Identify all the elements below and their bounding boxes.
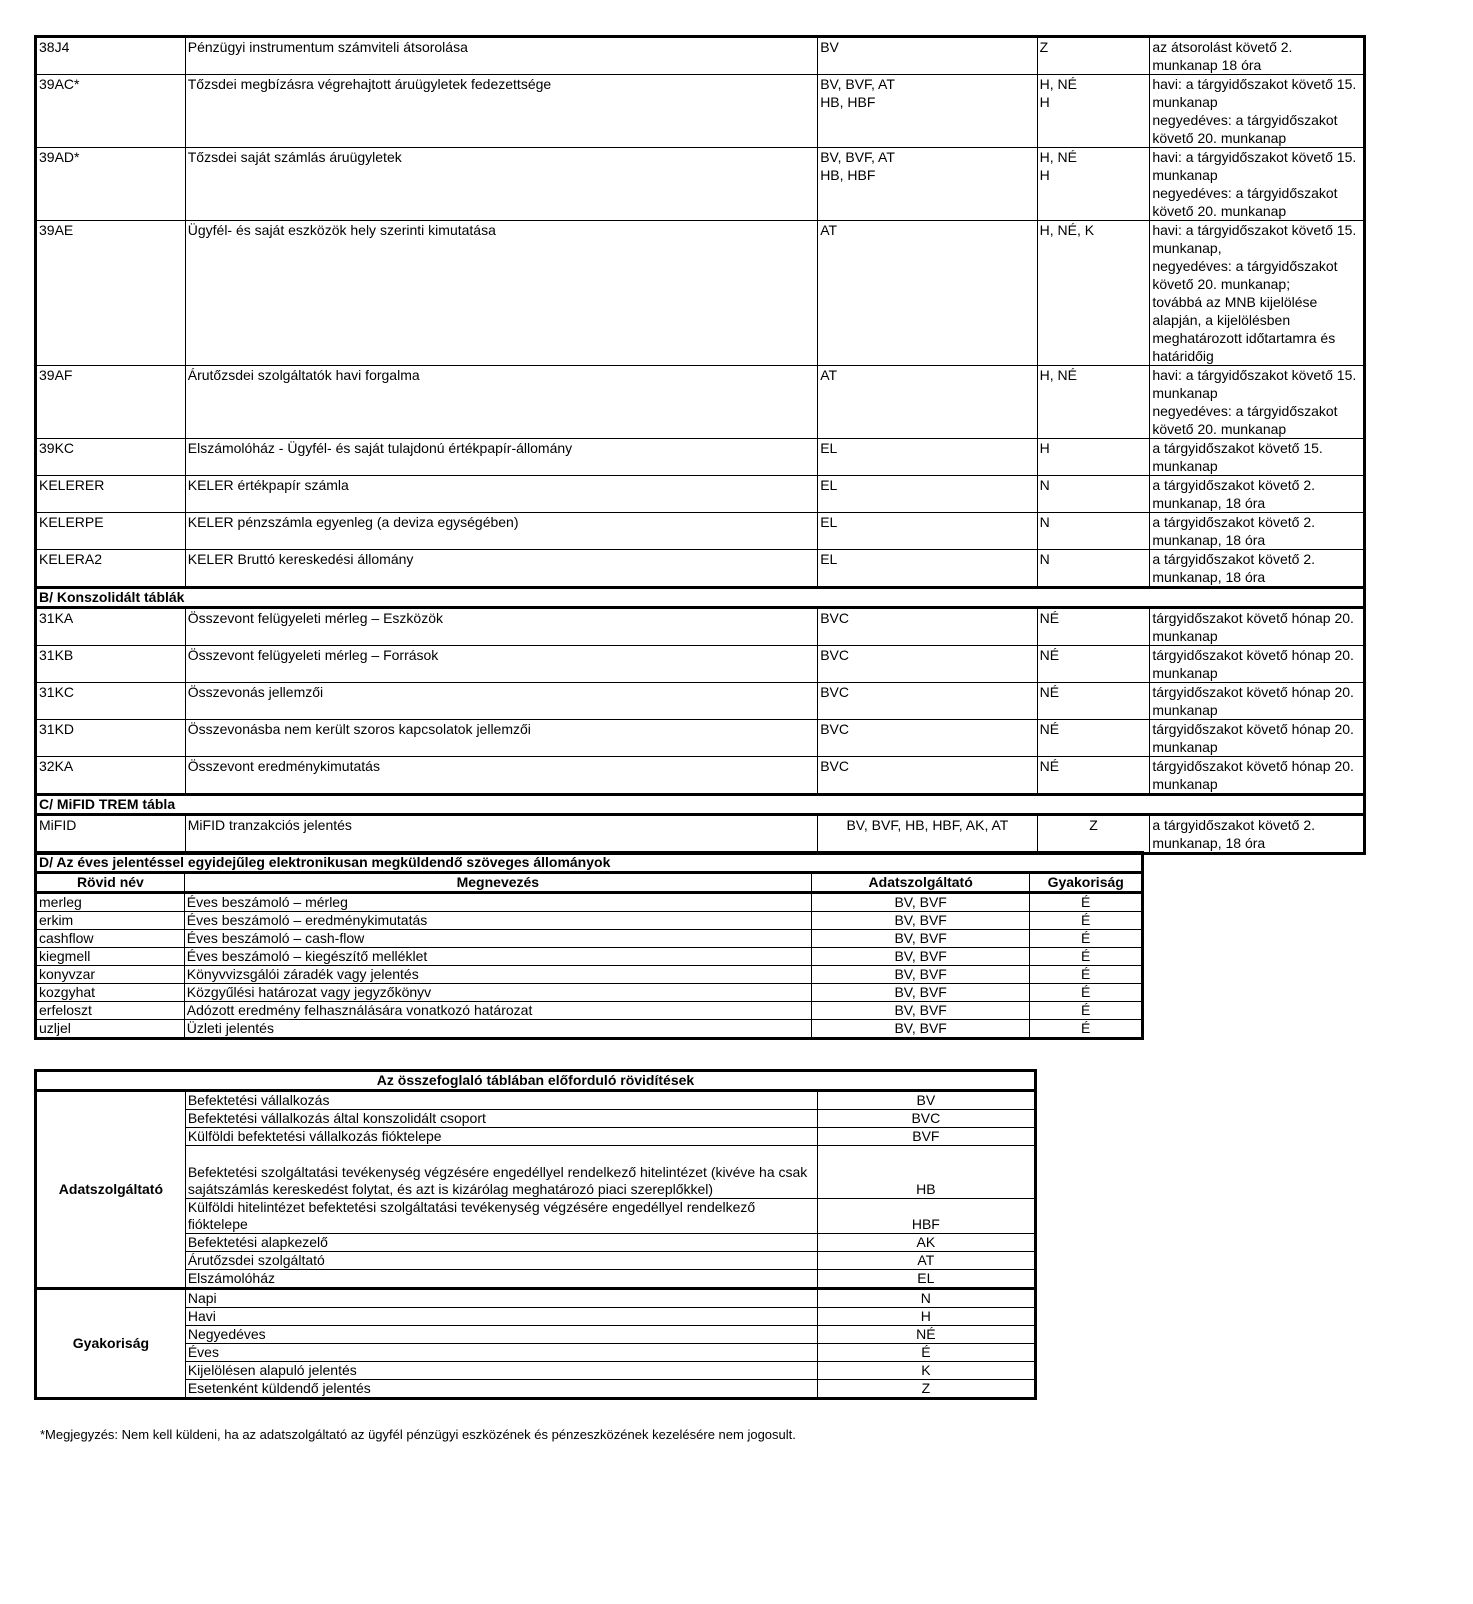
table-row	[36, 646, 1365, 683]
frequency-cell: É	[1030, 893, 1143, 912]
table-row	[36, 608, 1365, 646]
table-row	[36, 966, 1143, 984]
table-row	[36, 1146, 1036, 1199]
table-row	[36, 1234, 1036, 1252]
abbreviation-description: Éves	[185, 1344, 817, 1362]
report-name-cell: Összevont felügyeleti mérleg – Források	[185, 646, 817, 683]
provider-cell: BV	[818, 37, 1037, 75]
file-name-cell: Adózott eredmény felhasználására vonatkozó határozat	[184, 1002, 811, 1020]
table-header-row	[36, 873, 1143, 893]
report-code-cell: KELERPE	[36, 513, 186, 550]
table-row	[36, 984, 1143, 1002]
report-name-cell: Összevonásba nem került szoros kapcsolatok jellemzői	[185, 720, 817, 757]
report-code-cell: 39AF	[36, 366, 186, 439]
file-name-cell: Közgyűlési határozat vagy jegyzőkönyv	[184, 984, 811, 1002]
abbreviation-description: Külföldi befektetési vállalkozás fióktelepe	[185, 1128, 817, 1146]
abbreviation-code: AK	[817, 1234, 1035, 1252]
column-header: Rövid név	[36, 873, 185, 893]
report-name-cell: Összevont eredménykimutatás	[185, 757, 817, 795]
provider-cell: BVC	[818, 720, 1037, 757]
provider-cell: BV, BVF	[811, 1020, 1029, 1039]
provider-cell: BV, BVF	[811, 966, 1029, 984]
report-code-cell: KELERA2	[36, 550, 186, 588]
file-code-cell: konyvzar	[36, 966, 185, 984]
report-name-cell: Összevonás jellemzői	[185, 683, 817, 720]
provider-cell: AT	[818, 221, 1037, 366]
file-name-cell: Könyvvizsgálói záradék vagy jelentés	[184, 966, 811, 984]
abbreviation-description: Napi	[185, 1289, 817, 1308]
deadline-cell: az átsorolást követő 2. munkanap 18 óra	[1150, 37, 1365, 75]
table-row	[36, 550, 1365, 588]
deadline-cell: havi: a tárgyidőszakot követő 15. munkanap negyedéves: a tárgyidőszakot követő 20. munkanap	[1150, 75, 1365, 148]
table-row	[36, 75, 1365, 148]
abbreviation-description: Esetenként küldendő jelentés	[185, 1380, 817, 1399]
deadline-cell: a tárgyidőszakot követő 2. munkanap, 18 óra	[1150, 550, 1365, 588]
frequency-cell: É	[1030, 966, 1143, 984]
frequency-cell: NÉ	[1037, 720, 1150, 757]
provider-cell: BV, BVF	[811, 948, 1029, 966]
file-code-cell: erkim	[36, 912, 185, 930]
frequency-cell: H, NÉ H	[1037, 148, 1150, 221]
provider-cell: EL	[818, 513, 1037, 550]
file-code-cell: uzljel	[36, 1020, 185, 1039]
abbreviation-description: Befektetési vállalkozás által konszolidált csoport	[185, 1110, 817, 1128]
frequency-cell: É	[1030, 912, 1143, 930]
table-row	[36, 1270, 1036, 1289]
file-name-cell: Éves beszámoló – cash-flow	[184, 930, 811, 948]
abbreviation-description: Befektetési vállalkozás	[185, 1091, 817, 1110]
provider-cell: EL	[818, 476, 1037, 513]
abbreviation-description: Elszámolóház	[185, 1270, 817, 1289]
abbreviation-description: Befektetési alapkezelő	[185, 1234, 817, 1252]
frequency-cell: NÉ	[1037, 608, 1150, 646]
report-name-cell: MiFID tranzakciós jelentés	[185, 815, 817, 854]
report-code-cell: 39KC	[36, 439, 186, 476]
section-title: B/ Konszolidált táblák	[36, 588, 1365, 608]
report-code-cell: 39AC*	[36, 75, 186, 148]
frequency-cell: N	[1037, 550, 1150, 588]
table-row	[36, 476, 1365, 513]
column-header: Megnevezés	[184, 873, 811, 893]
file-name-cell: Éves beszámoló – kiegészítő melléklet	[184, 948, 811, 966]
table-row	[36, 1380, 1036, 1399]
frequency-cell: H	[1037, 439, 1150, 476]
deadline-cell: tárgyidőszakot követő hónap 20. munkanap	[1150, 757, 1365, 795]
table-row	[36, 1128, 1036, 1146]
table-row	[36, 1362, 1036, 1380]
column-header: Adatszolgáltató	[811, 873, 1029, 893]
report-code-cell: 39AE	[36, 221, 186, 366]
abbreviation-description: Kijelölésen alapuló jelentés	[185, 1362, 817, 1380]
provider-cell: BV, BVF, AT HB, HBF	[818, 75, 1037, 148]
report-code-cell: 31KC	[36, 683, 186, 720]
provider-cell: BV, BVF	[811, 1002, 1029, 1020]
file-name-cell: Éves beszámoló – eredménykimutatás	[184, 912, 811, 930]
file-code-cell: cashflow	[36, 930, 185, 948]
table-row	[36, 1199, 1036, 1234]
frequency-cell: NÉ	[1037, 683, 1150, 720]
report-name-cell: Elszámolóház - Ügyfél- és saját tulajdonú értékpapír-állomány	[185, 439, 817, 476]
group-label: Adatszolgáltató	[36, 1091, 186, 1289]
file-code-cell: kozgyhat	[36, 984, 185, 1002]
table-row	[36, 930, 1143, 948]
provider-cell: BV, BVF, HB, HBF, AK, AT	[818, 815, 1037, 854]
section-d-heading	[36, 853, 1143, 873]
report-code-cell: 38J4	[36, 37, 186, 75]
frequency-cell: H, NÉ, K	[1037, 221, 1150, 366]
table-row	[36, 1091, 1036, 1110]
provider-cell: EL	[818, 550, 1037, 588]
table-row	[36, 948, 1143, 966]
table-row	[36, 757, 1365, 795]
table-row	[36, 1308, 1036, 1326]
abbreviation-code: N	[817, 1289, 1035, 1308]
table-row	[36, 1326, 1036, 1344]
file-name-cell: Éves beszámoló – mérleg	[184, 893, 811, 912]
abbreviation-code: AT	[817, 1252, 1035, 1270]
provider-cell: BVC	[818, 646, 1037, 683]
frequency-cell: NÉ	[1037, 757, 1150, 795]
frequency-cell: NÉ	[1037, 646, 1150, 683]
provider-cell: BV, BVF	[811, 984, 1029, 1002]
deadline-cell: havi: a tárgyidőszakot követő 15. munkanap negyedéves: a tárgyidőszakot követő 20. munkanap	[1150, 366, 1365, 439]
table-row	[36, 1344, 1036, 1362]
provider-cell: EL	[818, 439, 1037, 476]
abbreviation-description: Külföldi hitelintézet befektetési szolgáltatási tevékenység végzésére engedéllyel rendelkező fióktelepe	[185, 1199, 817, 1234]
abbreviation-code: BVF	[817, 1128, 1035, 1146]
report-name-cell: Összevont felügyeleti mérleg – Eszközök	[185, 608, 817, 646]
table-row	[36, 1110, 1036, 1128]
abbreviation-code: NÉ	[817, 1326, 1035, 1344]
table-row	[36, 37, 1365, 75]
table-row	[36, 439, 1365, 476]
file-name-cell: Üzleti jelentés	[184, 1020, 811, 1039]
deadline-cell: a tárgyidőszakot követő 2. munkanap, 18 óra	[1150, 815, 1365, 854]
deadline-cell: tárgyidőszakot követő hónap 20. munkanap	[1150, 683, 1365, 720]
abbreviations-table	[34, 1069, 1037, 1400]
abbreviation-description: Befektetési szolgáltatási tevékenység végzésére engedéllyel rendelkező hitelintézet (kivéve ha csak sajátszámlás kereskedést folytat, és azt is kizárólag meghatározó piaci szereplőkkel)	[185, 1146, 817, 1199]
abbreviation-code: K	[817, 1362, 1035, 1380]
frequency-cell: Z	[1037, 37, 1150, 75]
deadline-cell: havi: a tárgyidőszakot követő 15. munkanap, negyedéves: a tárgyidőszakot követő 20. munkanap; továbbá az MNB kijelölése alapján, a kijelölésben meghatározott időtartamra és határidőig	[1150, 221, 1365, 366]
section-title: D/ Az éves jelentéssel egyidejűleg elektronikusan megküldendő szöveges állományok	[36, 853, 1143, 873]
abbreviation-code: É	[817, 1344, 1035, 1362]
group-label: Gyakoriság	[36, 1289, 186, 1399]
file-code-cell: merleg	[36, 893, 185, 912]
deadline-cell: a tárgyidőszakot követő 15. munkanap	[1150, 439, 1365, 476]
report-name-cell: Tőzsdei megbízásra végrehajtott áruügyletek fedezettsége	[185, 75, 817, 148]
section-title: Az összefoglaló táblában előforduló rövidítések	[36, 1071, 1036, 1091]
report-code-cell: 39AD*	[36, 148, 186, 221]
deadline-cell: havi: a tárgyidőszakot követő 15. munkanap negyedéves: a tárgyidőszakot követő 20. munkanap	[1150, 148, 1365, 221]
abbreviation-code: HBF	[817, 1199, 1035, 1234]
provider-cell: BV, BVF	[811, 912, 1029, 930]
table-row	[36, 221, 1365, 366]
table-row	[36, 1002, 1143, 1020]
frequency-cell: É	[1030, 930, 1143, 948]
abbreviation-description: Negyedéves	[185, 1326, 817, 1344]
report-name-cell: Ügyfél- és saját eszközök hely szerinti kimutatása	[185, 221, 817, 366]
frequency-cell: H, NÉ H	[1037, 75, 1150, 148]
abbreviations-heading	[36, 1071, 1036, 1091]
abbreviation-code: BV	[817, 1091, 1035, 1110]
table-row	[36, 148, 1365, 221]
table-row	[36, 513, 1365, 550]
abbreviation-code: HB	[817, 1146, 1035, 1199]
provider-cell: BVC	[818, 608, 1037, 646]
table-row	[36, 893, 1143, 912]
frequency-cell: H, NÉ	[1037, 366, 1150, 439]
section-b-heading	[36, 588, 1365, 608]
provider-cell: BV, BVF, AT HB, HBF	[818, 148, 1037, 221]
report-name-cell: Pénzügyi instrumentum számviteli átsorolása	[185, 37, 817, 75]
deadline-cell: tárgyidőszakot követő hónap 20. munkanap	[1150, 608, 1365, 646]
frequency-cell: Z	[1037, 815, 1150, 854]
provider-cell: BVC	[818, 757, 1037, 795]
column-header: Gyakoriság	[1030, 873, 1143, 893]
deadline-cell: tárgyidőszakot követő hónap 20. munkanap	[1150, 720, 1365, 757]
file-code-cell: erfeloszt	[36, 1002, 185, 1020]
frequency-cell: É	[1030, 1020, 1143, 1039]
abbreviation-code: EL	[817, 1270, 1035, 1289]
report-code-cell: 31KB	[36, 646, 186, 683]
report-name-cell: KELER pénzszámla egyenleg (a deviza egységében)	[185, 513, 817, 550]
frequency-cell: N	[1037, 476, 1150, 513]
table-row	[36, 1020, 1143, 1039]
deadline-cell: a tárgyidőszakot követő 2. munkanap, 18 óra	[1150, 476, 1365, 513]
section-title: C/ MiFID TREM tábla	[36, 795, 1365, 815]
table-row	[36, 366, 1365, 439]
provider-cell: BV, BVF	[811, 930, 1029, 948]
report-code-cell: KELERER	[36, 476, 186, 513]
deadline-cell: tárgyidőszakot követő hónap 20. munkanap	[1150, 646, 1365, 683]
report-code-cell: 31KD	[36, 720, 186, 757]
report-name-cell: KELER Bruttó kereskedési állomány	[185, 550, 817, 588]
report-code-cell: 31KA	[36, 608, 186, 646]
abbreviation-description: Árutőzsdei szolgáltató	[185, 1252, 817, 1270]
table-row	[36, 1289, 1036, 1308]
frequency-cell: É	[1030, 948, 1143, 966]
table-row	[36, 1252, 1036, 1270]
footnote: *Megjegyzés: Nem kell küldeni, ha az adatszolgáltató az ügyfél pénzügyi eszközének és pénzeszközének kezelésére nem jogosult.	[40, 1427, 796, 1442]
report-summary-table	[34, 35, 1366, 855]
frequency-cell: É	[1030, 984, 1143, 1002]
abbreviation-code: Z	[817, 1380, 1035, 1399]
report-code-cell: MiFID	[36, 815, 186, 854]
table-row	[36, 720, 1365, 757]
report-name-cell: Tőzsdei saját számlás áruügyletek	[185, 148, 817, 221]
provider-cell: BVC	[818, 683, 1037, 720]
frequency-cell: É	[1030, 1002, 1143, 1020]
abbreviation-code: H	[817, 1308, 1035, 1326]
table-row	[36, 815, 1365, 854]
provider-cell: AT	[818, 366, 1037, 439]
text-files-table	[34, 851, 1144, 1040]
section-c-heading	[36, 795, 1365, 815]
report-name-cell: Árutőzsdei szolgáltatók havi forgalma	[185, 366, 817, 439]
table-row	[36, 683, 1365, 720]
frequency-cell: N	[1037, 513, 1150, 550]
file-code-cell: kiegmell	[36, 948, 185, 966]
provider-cell: BV, BVF	[811, 893, 1029, 912]
abbreviation-description: Havi	[185, 1308, 817, 1326]
abbreviation-code: BVC	[817, 1110, 1035, 1128]
table-row	[36, 912, 1143, 930]
report-name-cell: KELER értékpapír számla	[185, 476, 817, 513]
deadline-cell: a tárgyidőszakot követő 2. munkanap, 18 óra	[1150, 513, 1365, 550]
report-code-cell: 32KA	[36, 757, 186, 795]
